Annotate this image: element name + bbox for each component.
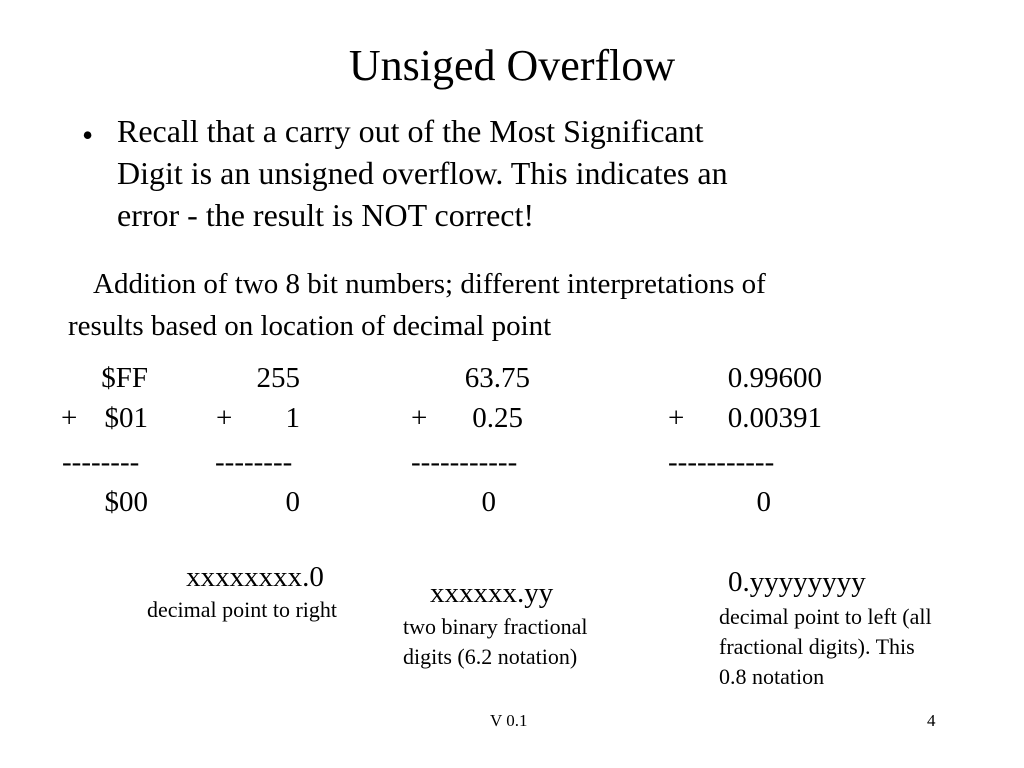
notation-note-line: 0.8 notation — [719, 664, 825, 689]
bullet-text-line: Recall that a carry out of the Most Significant — [117, 113, 704, 149]
sum-divider: -------- — [215, 446, 293, 478]
notation-format: 0.yyyyyyyy — [728, 566, 866, 598]
caption-line: results based on location of decimal point — [68, 310, 552, 342]
operand-2: 0.00391 — [727, 402, 822, 434]
notation-note-line: fractional digits). This — [719, 634, 915, 659]
notation-note-line: two binary fractional — [403, 614, 588, 639]
sum-divider: ----------- — [411, 446, 518, 478]
plus-sign: + — [411, 402, 428, 434]
bullet-text-line: error - the result is NOT correct! — [117, 197, 535, 233]
notation-note-line: decimal point to left (all — [719, 604, 932, 629]
sum-result: 0 — [756, 486, 771, 518]
operand-2: 1 — [285, 402, 300, 434]
operand-1: $FF — [101, 362, 148, 394]
caption-line: Addition of two 8 bit numbers; different interpretations of — [93, 268, 766, 300]
operand-1: 255 — [256, 362, 300, 394]
notation-note-line: decimal point to right — [147, 597, 338, 622]
slide-title: Unsiged Overflow — [348, 41, 676, 90]
sum-result: 0 — [481, 486, 496, 518]
plus-sign: + — [668, 402, 685, 434]
notation-note-line: digits (6.2 notation) — [403, 644, 578, 669]
footer-version: V 0.1 — [490, 711, 528, 730]
operand-2: $01 — [104, 402, 148, 434]
sum-result: $00 — [104, 486, 148, 518]
sum-divider: -------- — [62, 446, 140, 478]
notation-format: xxxxxxxx.0 — [186, 561, 324, 593]
footer-page-number: 4 — [927, 711, 936, 730]
sum-result: 0 — [285, 486, 300, 518]
notation-format: xxxxxx.yy — [430, 577, 554, 609]
sum-divider: ----------- — [668, 446, 775, 478]
plus-sign: + — [216, 402, 233, 434]
bullet-text-line: Digit is an unsigned overflow. This indicates an — [117, 155, 728, 191]
operand-1: 0.99600 — [727, 362, 822, 394]
operand-2: 0.25 — [472, 402, 523, 434]
bullet-marker: • — [82, 117, 94, 153]
plus-sign: + — [61, 402, 78, 434]
operand-1: 63.75 — [464, 362, 530, 394]
